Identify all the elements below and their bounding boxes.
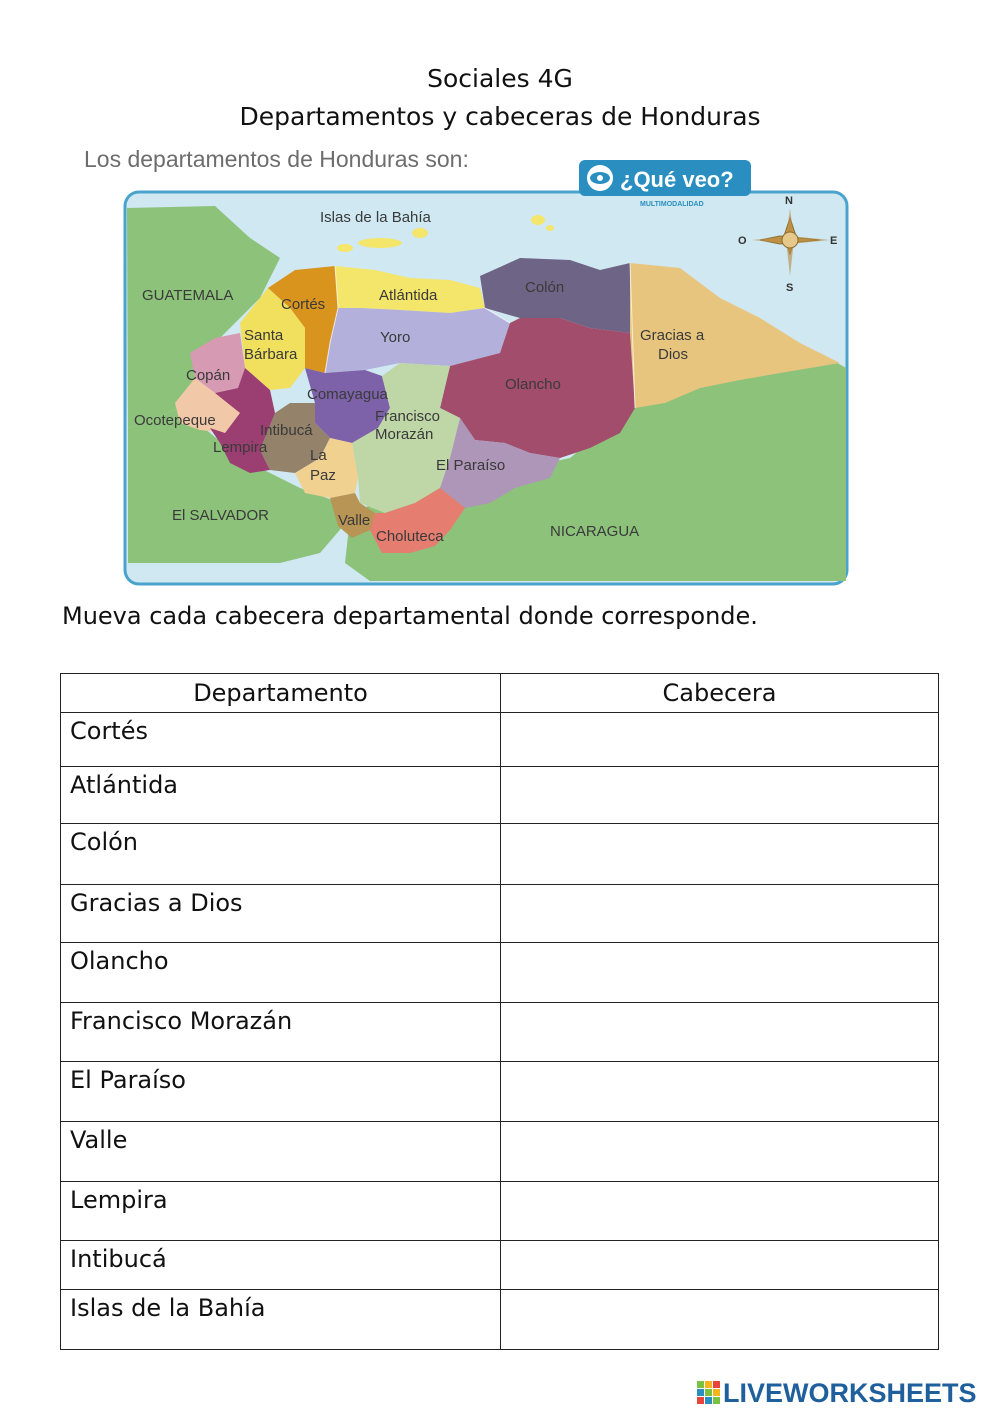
badge-subtext: MULTIMODALIDAD (640, 201, 704, 208)
label-comayagua: Comayagua (307, 386, 388, 403)
table-row (61, 943, 939, 1003)
label-la-paz-2: Paz (310, 467, 336, 484)
label-copan: Copán (186, 367, 231, 384)
cabecera-drop-zone[interactable] (501, 767, 939, 824)
cabecera-drop-zone[interactable] (501, 1182, 939, 1241)
label-gracias-1: Gracias a (640, 327, 705, 344)
table-row (61, 1182, 939, 1241)
label-islas: Islas de la Bahía (320, 209, 431, 226)
dept-name: Colón (61, 824, 501, 885)
compass-o: O (738, 235, 747, 247)
departments-table (60, 673, 939, 1350)
table-row (61, 1290, 939, 1350)
cabecera-drop-zone[interactable] (501, 1290, 939, 1350)
label-valle: Valle (338, 512, 371, 529)
label-el-paraiso: El Paraíso (436, 457, 506, 474)
dept-name: Francisco Morazán (61, 1003, 501, 1062)
label-colon: Colón (525, 279, 565, 296)
compass-e: E (830, 235, 838, 247)
label-guatemala: GUATEMALA (142, 287, 234, 304)
label-ocotepeque: Ocotepeque (134, 412, 216, 429)
cabecera-drop-zone[interactable] (501, 885, 939, 943)
label-cortes: Cortés (281, 296, 326, 313)
cabecera-drop-zone[interactable] (501, 1062, 939, 1122)
dept-name: Olancho (61, 943, 501, 1003)
island-swan-2 (546, 225, 554, 231)
label-olancho: Olancho (505, 376, 561, 393)
label-nicaragua: NICARAGUA (550, 523, 640, 540)
table-row (61, 713, 939, 767)
label-gracias-2: Dios (658, 346, 689, 363)
worksheet-title: Sociales 4G (427, 64, 573, 93)
island-utila (337, 244, 353, 252)
header-departamento: Departamento (61, 674, 501, 713)
map-intro-text: Los departamentos de Honduras son: (84, 146, 469, 172)
cabecera-drop-zone[interactable] (501, 1241, 939, 1290)
label-lempira: Lempira (213, 439, 268, 456)
label-francisco-1: Francisco (375, 408, 441, 425)
dept-name: Lempira (61, 1182, 501, 1241)
table-row (61, 824, 939, 885)
table-header-row (61, 674, 939, 713)
island-swan (531, 215, 545, 225)
table-row (61, 1003, 939, 1062)
liveworksheets-logo-icon (697, 1381, 723, 1405)
label-santa-1: Santa (244, 327, 284, 344)
cabecera-drop-zone[interactable] (501, 824, 939, 885)
cabecera-drop-zone[interactable] (501, 1122, 939, 1182)
label-intibuca: Intibucá (260, 422, 313, 439)
dept-name: Intibucá (61, 1241, 501, 1290)
label-santa-2: Bárbara (244, 346, 298, 363)
cabecera-drop-zone[interactable] (501, 1003, 939, 1062)
liveworksheets-brand: LIVEWORKSHEETS (723, 1377, 977, 1408)
dept-name: Gracias a Dios (61, 885, 501, 943)
table-row (61, 1122, 939, 1182)
island-roatan (358, 238, 402, 248)
dept-name: Valle (61, 1122, 501, 1182)
liveworksheets-logo (697, 1378, 977, 1408)
label-atlantida: Atlántida (379, 287, 438, 304)
label-el-salvador: El SALVADOR (172, 507, 269, 524)
label-francisco-2: Morazán (375, 426, 434, 443)
cabecera-drop-zone[interactable] (501, 943, 939, 1003)
compass-s: S (786, 282, 794, 294)
compass-n: N (785, 195, 793, 207)
dept-name: Cortés (61, 713, 501, 767)
label-la-paz-1: La (310, 447, 327, 464)
table-row (61, 767, 939, 824)
island-guanaja (412, 228, 428, 238)
label-yoro: Yoro (380, 329, 411, 346)
label-choluteca: Choluteca (376, 528, 444, 545)
honduras-map (120, 158, 855, 590)
table-row (61, 885, 939, 943)
table-row (61, 1062, 939, 1122)
dept-name: El Paraíso (61, 1062, 501, 1122)
cabecera-drop-zone[interactable] (501, 713, 939, 767)
badge-text: ¿Qué veo? (620, 167, 734, 192)
table-row (61, 1241, 939, 1290)
dept-name: Islas de la Bahía (61, 1290, 501, 1350)
dept-name: Atlántida (61, 767, 501, 824)
header-cabecera: Cabecera (501, 674, 939, 713)
instruction-text: Mueva cada cabecera departamental donde corresponde. (62, 602, 758, 630)
worksheet-subtitle: Departamentos y cabeceras de Honduras (239, 102, 761, 131)
